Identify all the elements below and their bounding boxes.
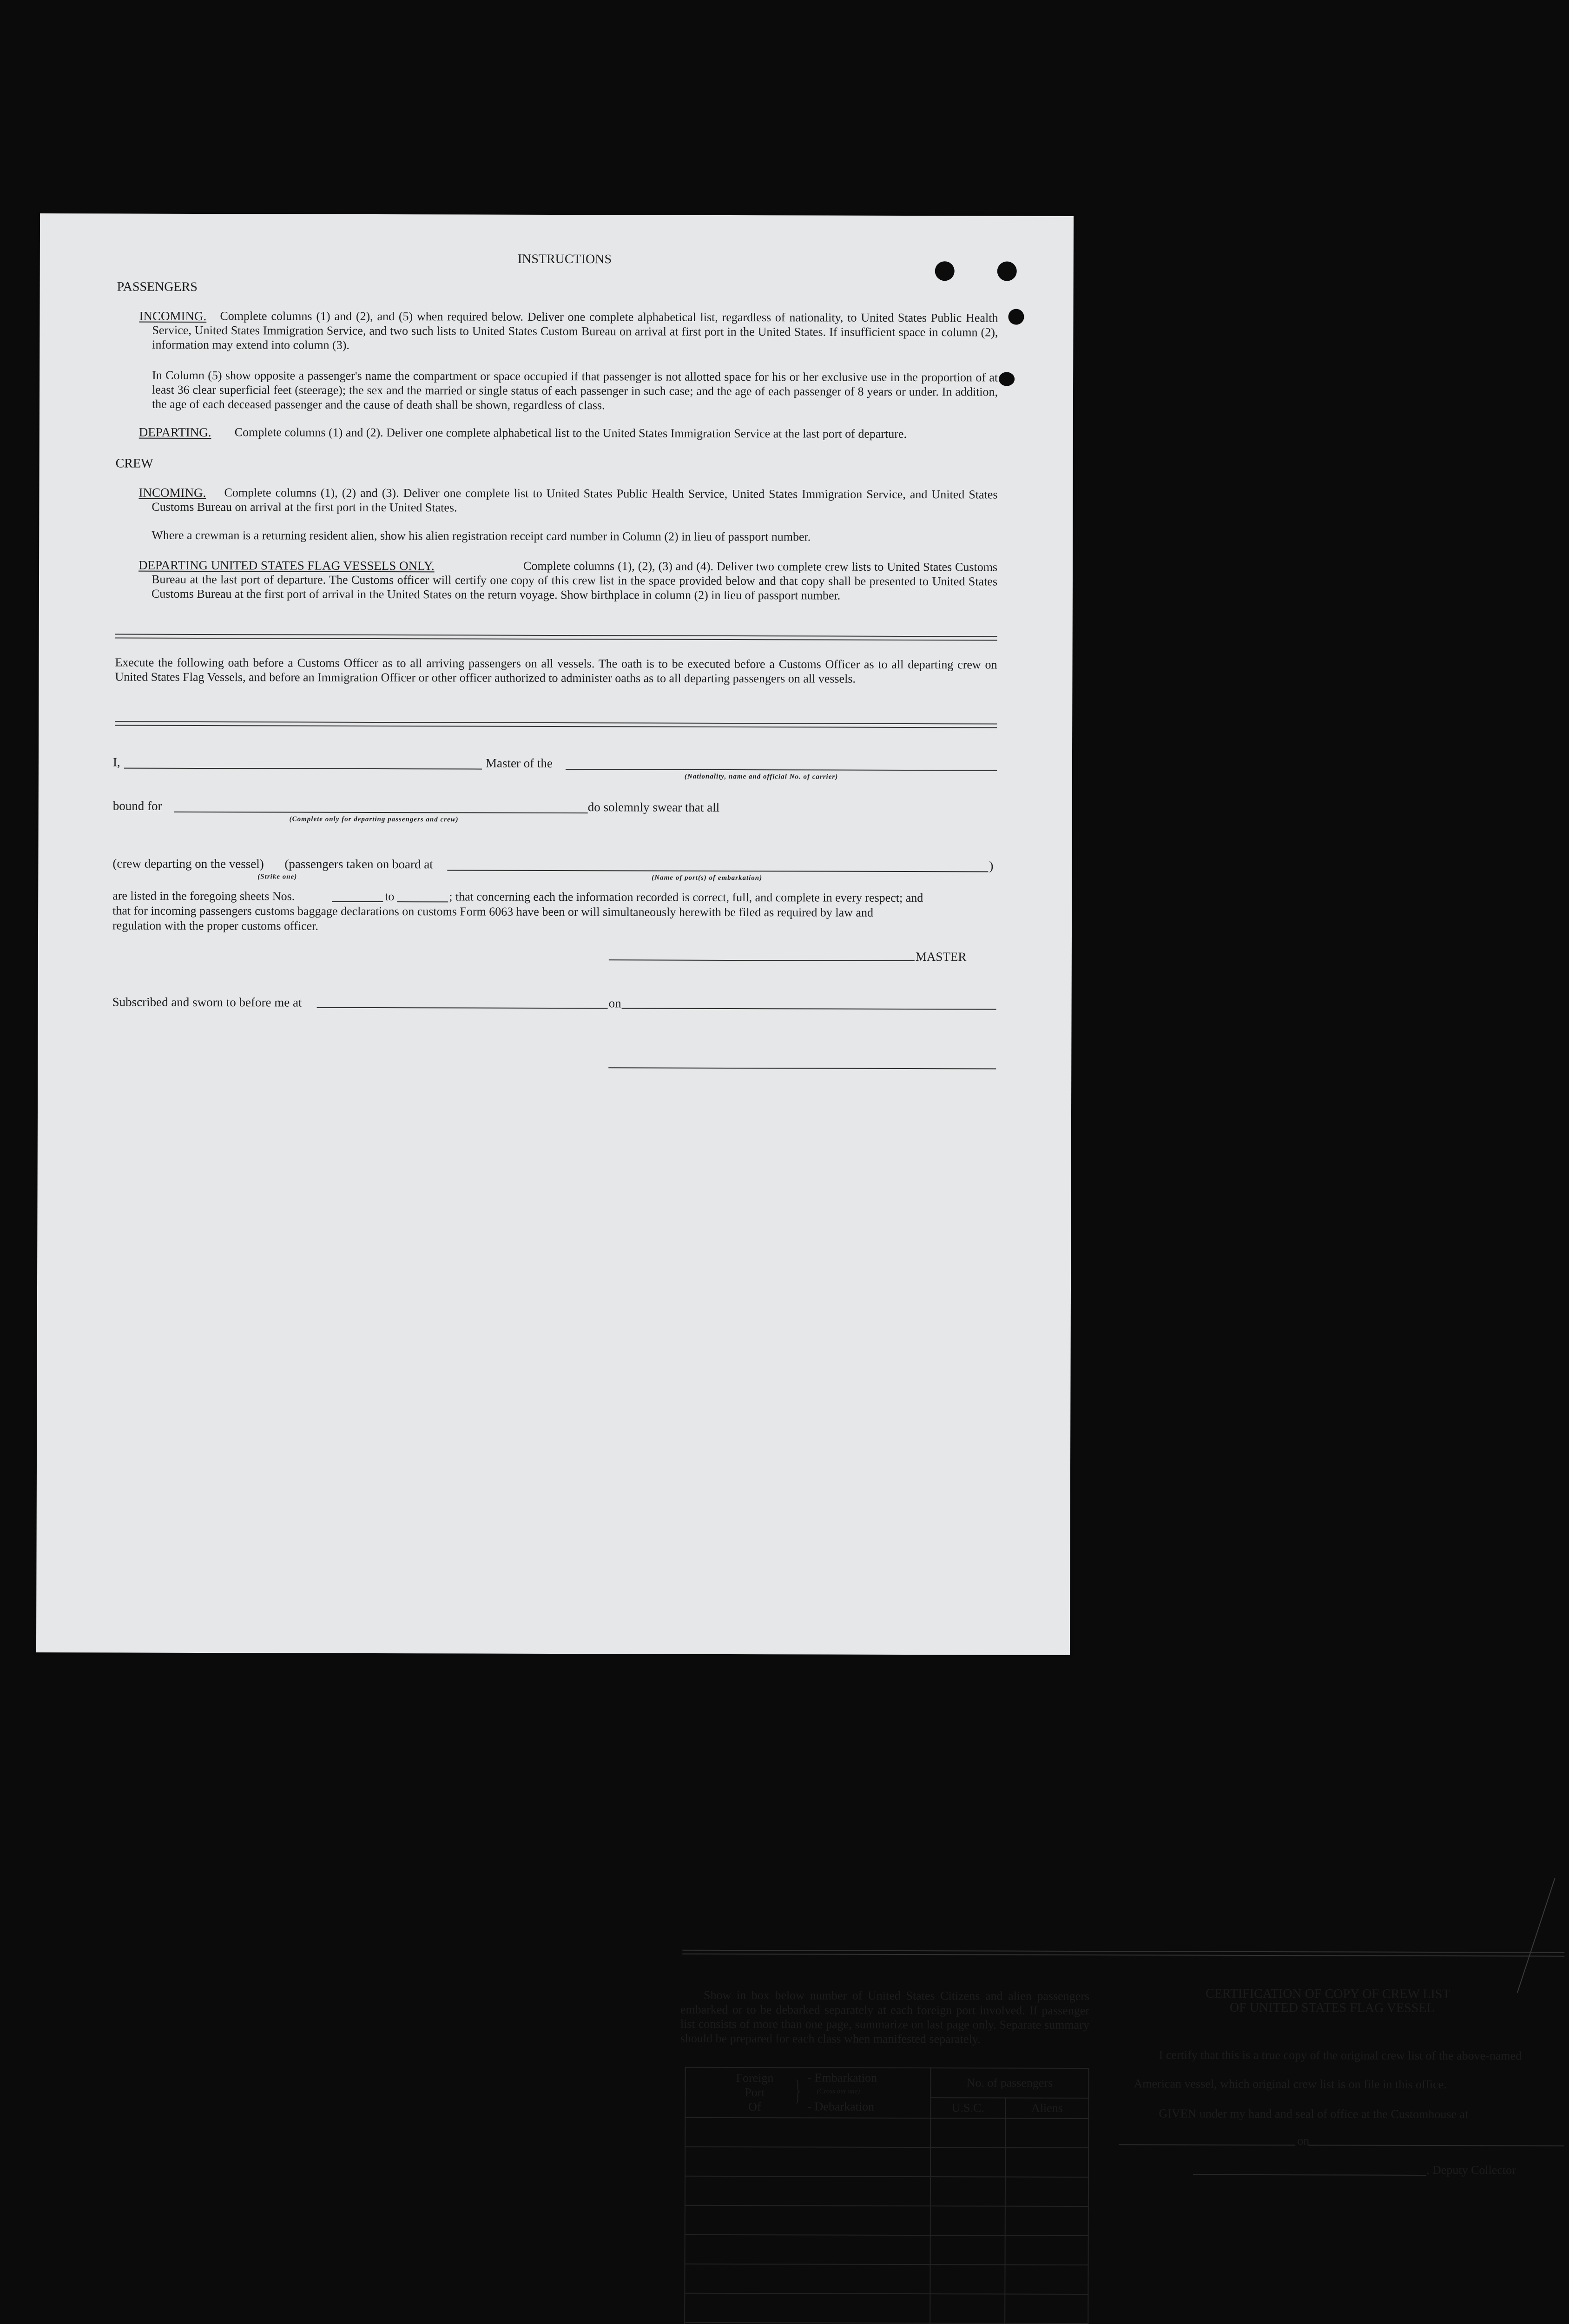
- listed-line3: regulation with the proper customs officer.: [112, 918, 318, 933]
- deputy-signature-field[interactable]: [1193, 2174, 1426, 2176]
- crew-resident-alien-text: Where a crewman is a returning resident alien, show his alien registration receipt card number in Column (2) in lieu of passport number.: [152, 528, 811, 544]
- sworn-place-field[interactable]: [317, 1007, 608, 1009]
- passengers-departing-label: DEPARTING.: [138, 425, 211, 440]
- usc-header: U.S.C.: [930, 2098, 1005, 2118]
- usc-cell[interactable]: [930, 2177, 1005, 2206]
- sworn-date-field[interactable]: [622, 1008, 996, 1010]
- of-label: Of: [748, 2100, 761, 2114]
- certification-title-1: CERTIFICATION OF COPY OF CREW LIST: [1205, 1986, 1450, 2002]
- crew-departing-text: Complete columns (1), (2), (3) and (4). Deliver two complete crew lists to United States Customs Bureau at the last port of departure. The Customs officer will certify one copy of this crew list in the space provided below and that copy shall be presented to United States Customs Bureau at the first port of arrival in the United States on the return voyage. Show birthplace in column (2) in lieu of passport number.: [151, 559, 998, 602]
- port-cell[interactable]: [685, 2293, 930, 2323]
- deputy-collector-label: , Deputy Collector: [1426, 2163, 1516, 2177]
- passengers-column5-text: In Column (5) show opposite a passenger's name the compartment or space occupied if that passenger is not allotted space for his or her exclusive use in the proportion of at least 36 clear superficial feet (steerage); the sex and the married or single status of each passenger in such case; and the age of each passenger of 8 years or under. In addition, the age of each deceased passenger and the cause of death shall be shown, regardless of class.: [152, 368, 998, 412]
- subscribed-label: Subscribed and sworn to before me at: [112, 995, 302, 1010]
- certify-text: I certify that this is a true copy of the original crew list of the above-named: [1159, 2048, 1522, 2063]
- punch-hole: [935, 261, 955, 281]
- given-text: GIVEN under my hand and seal of office at the Customhouse at: [1159, 2106, 1469, 2121]
- summary-instructions: Show in box below number of United States Citizens and alien passengers embarked or to be debarked separately at each foreign port involved. If passenger list consists of more than one page, summarize on last page only. Separate summary should be prepared for each class when manifested separately.: [680, 1988, 1090, 2046]
- port-cell[interactable]: [685, 2205, 930, 2235]
- pen-stroke: [1517, 1878, 1556, 1993]
- port-cell[interactable]: [685, 2118, 930, 2147]
- aliens-cell[interactable]: [1005, 2265, 1088, 2294]
- passenger-summary-table: [684, 2067, 1089, 2324]
- master-of-label: Master of the: [485, 756, 553, 770]
- port-header: [685, 2067, 930, 2118]
- sheet-to-field[interactable]: [397, 901, 448, 902]
- ports-hint: (Name of port(s) of embarkation): [652, 874, 763, 882]
- passengers-departing-text: Complete columns (1) and (2). Deliver one complete alphabetical list to the United States Immigration Service at the last port of departure.: [234, 425, 907, 441]
- listed-prefix: are listed in the foregoing sheets Nos.: [112, 889, 295, 903]
- to-label: to: [385, 890, 395, 904]
- port-cell[interactable]: [685, 2176, 930, 2206]
- passengers-incoming-label: INCOMING.: [139, 309, 207, 324]
- usc-cell[interactable]: [930, 2235, 1005, 2265]
- form-sheet: [36, 213, 1522, 2177]
- listed-suffix: ; that concerning each the information recorded is correct, full, and complete in every respect; and: [449, 890, 923, 905]
- table-row: [685, 2293, 1088, 2324]
- port-cell[interactable]: [685, 2264, 930, 2294]
- cert-on-label: on: [1297, 2134, 1310, 2148]
- cross-out-hint: (Cross out one): [817, 2087, 860, 2095]
- aliens-header: Aliens: [1005, 2098, 1088, 2119]
- table-row: [685, 2264, 1088, 2294]
- aliens-cell[interactable]: [1005, 2206, 1088, 2236]
- section-divider: [115, 634, 997, 641]
- sheet-from-field[interactable]: [332, 901, 383, 902]
- passengers-heading: PASSENGERS: [117, 279, 198, 294]
- table-row: [685, 2205, 1088, 2236]
- crew-departing-option: (crew departing on the vessel): [112, 856, 264, 871]
- master-label: MASTER: [915, 950, 967, 964]
- usc-cell[interactable]: [930, 2294, 1005, 2323]
- close-paren: ): [989, 858, 994, 873]
- aliens-cell[interactable]: [1005, 2177, 1088, 2206]
- crew-incoming-text: Complete columns (1), (2) and (3). Deliver one complete list to United States Public Health Service, United States Immigration Service, and United States Customs Bureau on arrival at the first port in the United States.: [152, 486, 998, 515]
- embarkation-option[interactable]: - Embarkation: [807, 2071, 877, 2085]
- vessel-text: American vessel, which original crew list is on file in this office.: [1134, 2077, 1447, 2092]
- crew-heading: CREW: [115, 456, 153, 471]
- section-divider: [115, 721, 997, 728]
- table-row: [685, 2147, 1088, 2177]
- table-row: [685, 2176, 1088, 2206]
- strike-one-hint: (Strike one): [257, 873, 297, 881]
- sworn-on-label: on: [608, 996, 621, 1010]
- section-divider: [682, 1950, 1564, 1957]
- listed-line2: that for incoming passengers customs baggage declarations on customs Form 6063 have been or will simultaneously herewith be filed as required by law and: [112, 904, 874, 919]
- oath-i-label: I,: [112, 755, 120, 769]
- punch-hole: [997, 261, 1017, 281]
- usc-cell[interactable]: [930, 2206, 1005, 2235]
- aliens-cell[interactable]: [1005, 2148, 1088, 2177]
- master-signature-field[interactable]: [609, 959, 915, 961]
- aliens-cell[interactable]: [1005, 2236, 1088, 2265]
- brace-icon: }: [794, 2074, 801, 2106]
- port-label: Port: [745, 2086, 765, 2100]
- crew-departing-label: DEPARTING UNITED STATES FLAG VESSELS ONLY.: [138, 558, 435, 573]
- port-cell[interactable]: [685, 2235, 930, 2265]
- aliens-cell[interactable]: [1005, 2119, 1088, 2148]
- customhouse-field[interactable]: [1119, 2144, 1295, 2146]
- punch-hole: [999, 372, 1015, 386]
- page-title: INSTRUCTIONS: [517, 251, 612, 267]
- bound-for-hint: (Complete only for departing passengers and crew): [289, 815, 459, 824]
- table-row: [685, 2235, 1088, 2265]
- oath-instruction: Execute the following oath before a Customs Officer as to all arriving passengers on all vessels. The oath is to be executed before a Customs Officer as to all departing crew on United States Flag Vessels, and before an Immigration Officer or other officer authorized to administer oaths as to all departing passengers on all vessels.: [115, 655, 997, 686]
- bound-for-field[interactable]: [174, 812, 588, 813]
- usc-cell[interactable]: [930, 2265, 1005, 2294]
- debarkation-option[interactable]: - Debarkation: [807, 2100, 875, 2113]
- officer-signature-field[interactable]: [608, 1067, 1522, 2177]
- passengers-option: (passengers taken on board at: [284, 857, 433, 872]
- usc-cell[interactable]: [930, 2118, 1005, 2147]
- carrier-hint: (Nationality, name and official No. of carrier): [684, 772, 838, 781]
- crew-incoming-label: INCOMING.: [138, 485, 206, 500]
- bound-for-label: bound for: [112, 799, 162, 813]
- port-cell[interactable]: [685, 2147, 930, 2177]
- no-of-passengers-header: No. of passengers: [930, 2068, 1088, 2098]
- embarkation-ports-field[interactable]: [447, 870, 988, 872]
- foreign-label: Foreign: [736, 2071, 774, 2085]
- master-name-field[interactable]: [124, 768, 482, 770]
- usc-cell[interactable]: [930, 2147, 1005, 2177]
- swear-text: do solemnly swear that all: [587, 800, 720, 814]
- passengers-incoming-text: Complete columns (1) and (2), and (5) when required below. Deliver one complete alphabetical list, regardless of nationality, to United States Public Health Service, United States Immigration Service, and two such lists to United States Custom Bureau on arrival at first port in the United States. If insufficient space in column (2), information may extend into column (3).: [152, 309, 998, 352]
- cert-date-field[interactable]: [1308, 2145, 1564, 2146]
- aliens-cell[interactable]: [1005, 2294, 1088, 2324]
- punch-hole: [1008, 309, 1024, 325]
- table-row: [685, 2118, 1088, 2148]
- certification-title-2: OF UNITED STATES FLAG VESSEL: [1229, 2000, 1435, 2015]
- carrier-field[interactable]: [566, 769, 997, 771]
